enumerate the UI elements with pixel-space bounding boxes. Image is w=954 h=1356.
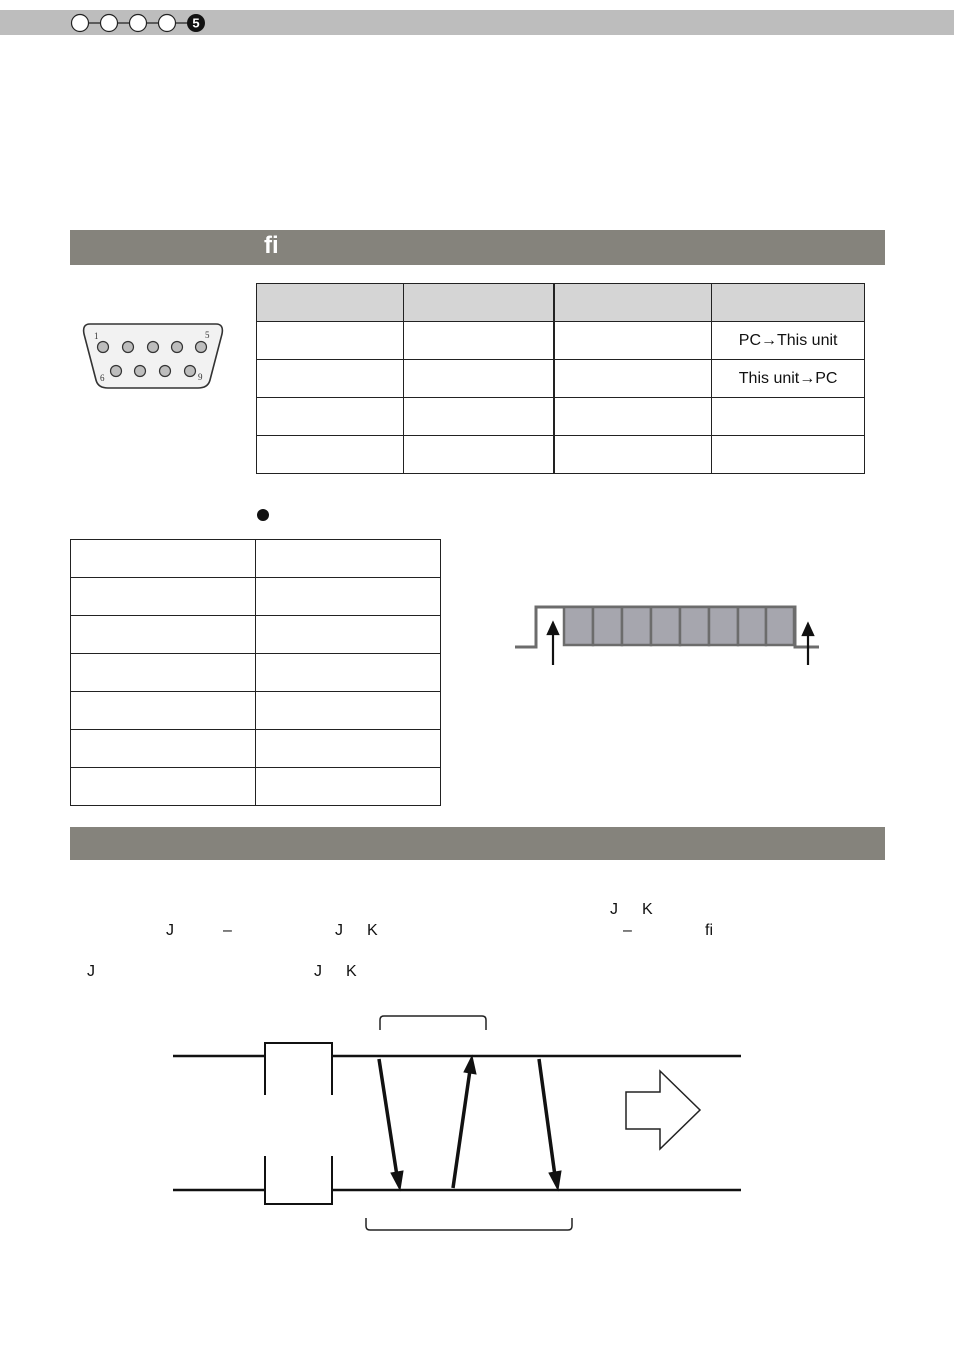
communication-spec-table [70, 539, 441, 806]
table-cell [257, 360, 404, 398]
table-cell [71, 768, 256, 806]
text-fragment: K [346, 963, 357, 980]
table-cell [404, 398, 554, 436]
table-cell [71, 540, 256, 578]
table-cell [256, 692, 441, 730]
table-cell [257, 398, 404, 436]
table-cell [71, 730, 256, 768]
pin-label-1: 1 [94, 331, 99, 341]
table-row [71, 730, 441, 768]
table-header-cell [404, 284, 554, 322]
serial-frame-diagram [510, 600, 825, 670]
section-heading-bar [70, 230, 885, 265]
next-command-arrow-head [549, 1171, 561, 1190]
pin-label-6: 6 [100, 373, 105, 383]
signal-direction-cell: This unit→PC [712, 360, 865, 398]
communication-sequence-diagram [170, 1010, 745, 1240]
table-row [71, 768, 441, 806]
table-cell [256, 578, 441, 616]
data-bit-cell [709, 607, 738, 645]
step-2-circle [101, 15, 118, 32]
text-fragment: fi [705, 922, 713, 939]
table-cell [257, 436, 404, 474]
table-row [257, 322, 865, 360]
table-cell [256, 616, 441, 654]
table-header-cell [712, 284, 865, 322]
next-command-arrow-line [539, 1059, 555, 1176]
section-heading-bar-2 [70, 827, 885, 860]
table-row [71, 692, 441, 730]
text-fragment: – [623, 922, 632, 939]
table-header-cell [554, 284, 712, 322]
text-fragment: J [610, 901, 618, 918]
table-cell [71, 692, 256, 730]
table-cell [712, 436, 865, 474]
table-cell [71, 616, 256, 654]
text-fragment: K [642, 901, 653, 918]
data-bit-cell [738, 607, 766, 645]
table-cell [256, 540, 441, 578]
table-cell [256, 730, 441, 768]
table-cell [554, 322, 712, 360]
start-arrow-icon [548, 623, 558, 634]
flow-arrow-icon [626, 1071, 700, 1149]
data-bit-cell [651, 607, 680, 645]
table-cell [554, 360, 712, 398]
table-row [257, 398, 865, 436]
data-bit-cell [564, 607, 593, 645]
table-row [257, 360, 865, 398]
table-cell [404, 322, 554, 360]
data-bit-cell [593, 607, 622, 645]
step-3-circle [130, 15, 147, 32]
command-arrow-line [379, 1059, 397, 1176]
text-fragment: J [166, 922, 174, 939]
bullet-icon [257, 509, 269, 521]
table-header-cell [257, 284, 404, 322]
response-arrow-line [453, 1070, 470, 1188]
table-cell [71, 578, 256, 616]
pin-label-9: 9 [198, 372, 203, 382]
step-indicator [70, 12, 210, 34]
table-cell [256, 654, 441, 692]
table-row [71, 654, 441, 692]
gap-box-top [265, 1043, 332, 1095]
response-arrow-head [464, 1056, 476, 1074]
table-cell [712, 398, 865, 436]
dsub9-connector-icon [80, 320, 226, 392]
text-fragment: – [223, 922, 232, 939]
stop-arrow-icon [803, 624, 813, 635]
table-cell [404, 360, 554, 398]
table-cell [257, 322, 404, 360]
data-bit-cell [766, 607, 794, 645]
command-arrow-head [391, 1171, 403, 1190]
table-row [71, 616, 441, 654]
signal-direction-cell: PC→This unit [712, 322, 865, 360]
data-bit-cells [564, 607, 794, 645]
table-row [71, 578, 441, 616]
text-fragment: K [367, 922, 378, 939]
table-cell [554, 436, 712, 474]
text-fragment: J [335, 922, 343, 939]
data-bit-cell [680, 607, 709, 645]
pin-assignment-table [256, 283, 865, 474]
top-bracket [380, 1016, 486, 1030]
pin-label-5: 5 [205, 330, 210, 340]
table-header-row [257, 284, 865, 322]
table-row [71, 540, 441, 578]
data-bit-cell [622, 607, 651, 645]
gap-box-bottom [265, 1156, 332, 1204]
text-fragment: J [314, 963, 322, 980]
text-fragment: J [87, 963, 95, 980]
step-5-number: 5 [192, 15, 200, 31]
table-cell [554, 398, 712, 436]
step-1-circle [72, 15, 89, 32]
table-cell [256, 768, 441, 806]
table-cell [71, 654, 256, 692]
table-row [257, 436, 865, 474]
section-title: fi [264, 232, 279, 259]
bottom-bracket [366, 1218, 572, 1230]
step-4-circle [159, 15, 176, 32]
table-cell [404, 436, 554, 474]
